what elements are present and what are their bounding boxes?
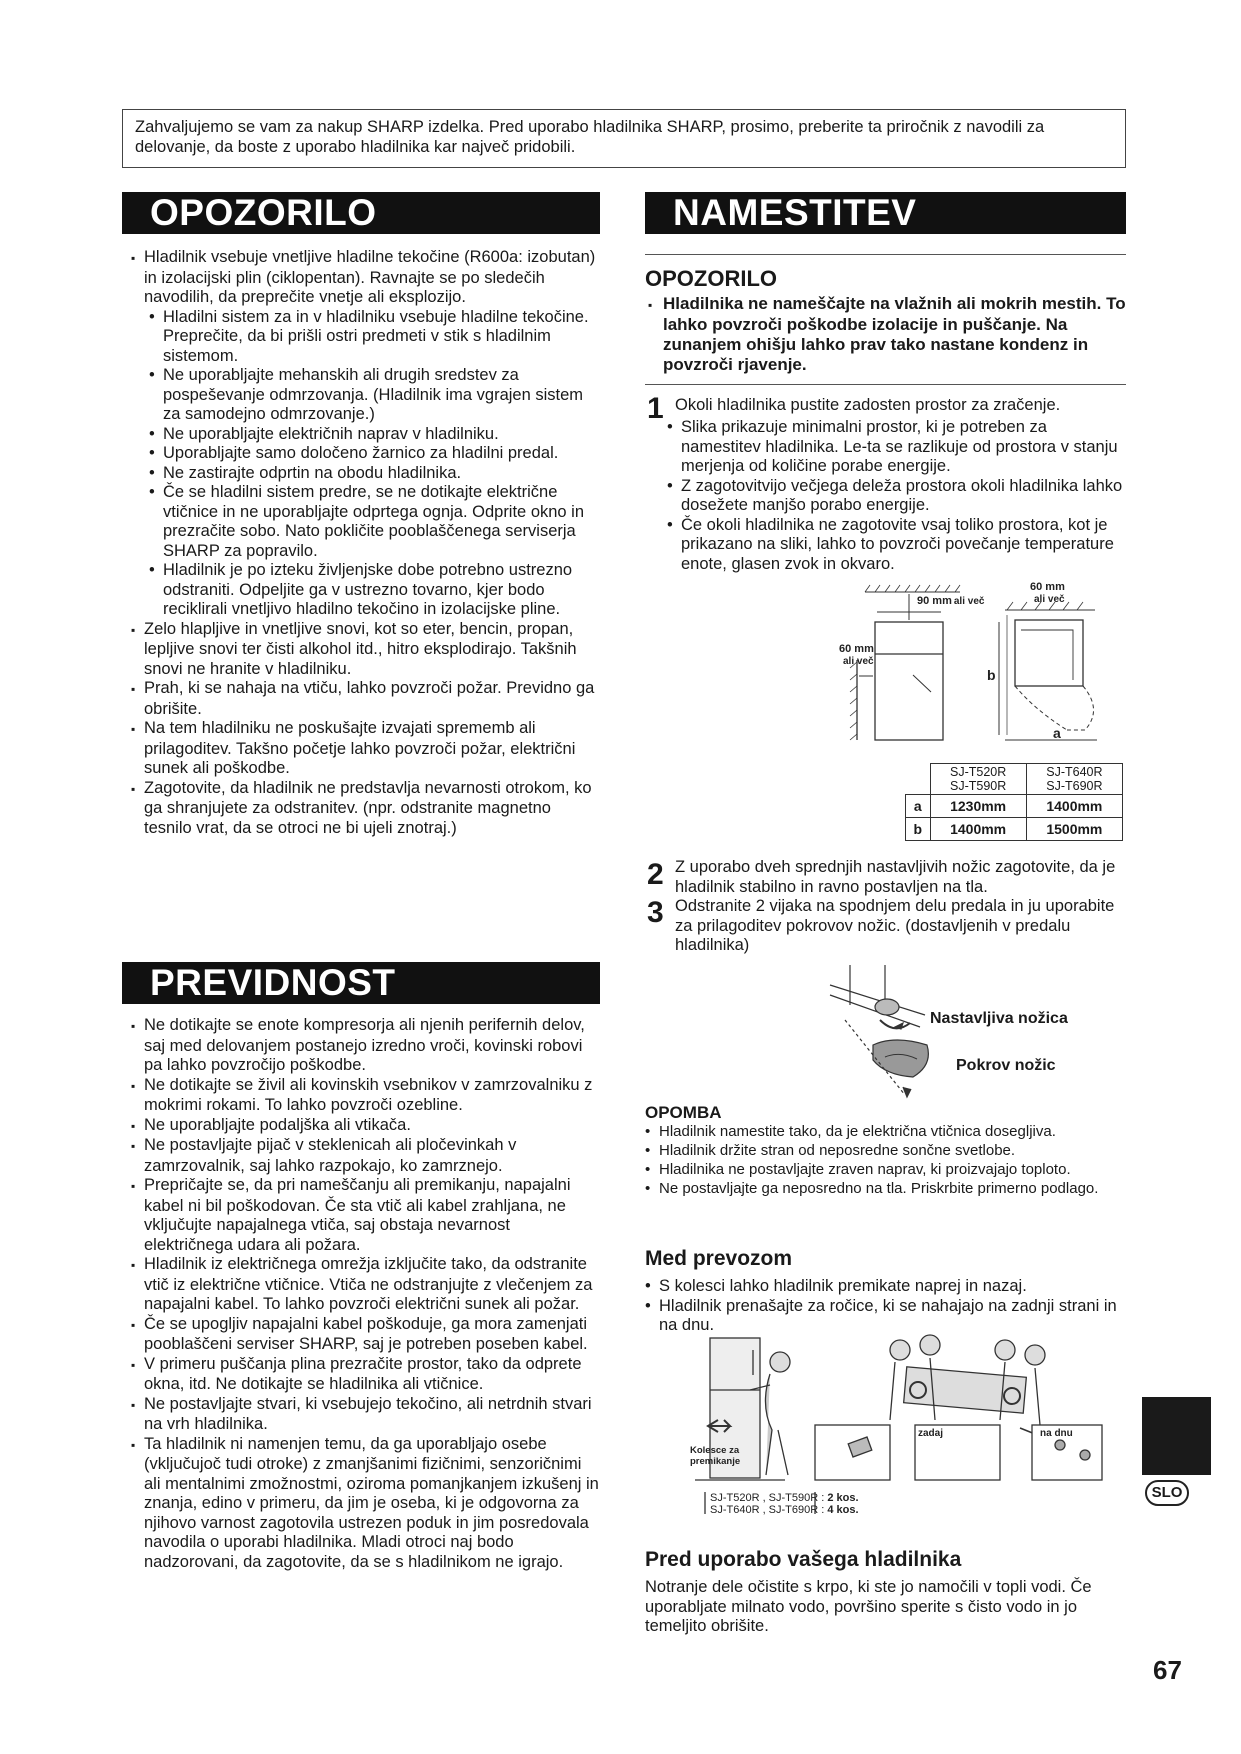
wheels-label-2: premikanje <box>690 1456 741 1467</box>
table-cell: b <box>906 818 931 841</box>
side-clearance-label: 60 mm <box>839 643 874 655</box>
list-item: ▪ Prah, ki se nahaja na vtiču, lahko povzroči požar. Previdno ga obrišite. <box>131 679 601 719</box>
intro-box <box>122 109 1126 168</box>
wheels-line-1: SJ-T520R , SJ-T590R : 2 kos. <box>710 1492 859 1504</box>
transport-illustration <box>690 1330 1118 1520</box>
note-title: OPOMBA <box>645 1103 722 1122</box>
before-use-title: Pred uporabo vašega hladilnika <box>645 1548 962 1571</box>
step-number: 2 <box>647 858 664 891</box>
dimension-a-label: a <box>1053 725 1061 741</box>
right-clearance-suffix: ali več <box>1034 594 1065 605</box>
transport-list <box>645 1277 1125 1336</box>
list-item: ▪ Ne postavljajte pijač v steklenicah ali pločevinkah v zamrzovalnik, saj lahko razpokajo, ko zamrznejo. <box>131 1136 601 1176</box>
bottom-label: na dnu <box>1040 1428 1073 1439</box>
step-3-text: Odstranite 2 vijaka na spodnjem delu predala in ju uporabite za prilagoditev pokrovov nožic. (dostavljenih v predalu hladilnika) <box>675 897 1115 954</box>
install-warning-text: ▪ Hladilnika ne nameščajte na vlažnih ali mokrih mestih. To lahko povzroči poškodbe izolacije in puščanje. Na zunanjem ohišju lahko prav tako nastane kondenz in povzroči rjavenje. <box>648 294 1126 374</box>
divider <box>645 384 1126 385</box>
list-item: ▪ Na tem hladilniku ne poskušajte izvajati sprememb ali prilagoditev. Takšno početje lahko povzroči požar, električni sunek ali poškodbe. <box>131 719 601 779</box>
wheels-line-2: SJ-T640R , SJ-T690R : 4 kos. <box>710 1504 859 1516</box>
table-header-cell: SJ-T640R SJ-T690R <box>1026 764 1122 795</box>
list-item: ▪ Hladilnik vsebuje vnetljive hladilne tekočine (R600a: izobutan) in izolacijski plin (ciklopentan). Ravnajte se po sledečih navodilih, da preprečite vnetje ali eksplozijo. <box>131 248 601 308</box>
list-item: • Hladilni sistem za in v hladilniku vsebuje hladilne tekočine. Preprečite, da bi prišli ostri predmeti v stik s hladilnim sistemom. <box>131 308 601 367</box>
caution-heading-bar <box>122 962 600 1004</box>
list-item: • Hladilnik držite stran od neposredne sončne svetlobe. <box>645 1141 1130 1160</box>
list-item: • Če se hladilni sistem predre, se ne dotikajte električne vtičnice in ne uporabljajte odprtega ognja. Odprite okno in prezračite sobo. Nato pokličite pooblaščenega serviserja SHARP za popravilo. <box>131 483 601 561</box>
intro-text: Zahvaljujemo se vam za nakup SHARP izdelka. Pred uporabo hladilnika SHARP, prosimo, preberite ta priročnik z navodili za delovanje, da boste z uporabo hladilnika kar največ pridobili. <box>135 118 1045 156</box>
side-clearance-suffix: ali več <box>843 656 874 667</box>
list-item: • Ne postavljajte ga neposredno na tla. Priskrbite primerno podlago. <box>645 1179 1130 1198</box>
list-item: • Hladilnik je po izteku življenjske dobe potrebno ustrezno odstraniti. Odpeljite ga v ustrezno tovarno, kjer bodo reciklirali vnetljivo hladilno tekočino in izolacijske pline. <box>131 561 601 620</box>
list-item: ▪ Hladilnik iz električnega omrežja izključite tako, da odstranite vtič iz električne vtičnice. Vtiča ne odstranjujte z vlečenjem za napajalni kabel. To lahko povzroči električni sunek ali požar. <box>131 1255 601 1315</box>
adjustable-foot-label: Nastavljiva nožica <box>930 1010 1068 1027</box>
dimension-b-label: b <box>987 667 996 683</box>
table-row <box>906 795 1123 818</box>
caution-list <box>131 1016 601 1572</box>
list-item: • Ne uporabljajte električnih naprav v hladilniku. <box>131 425 601 445</box>
table-row <box>906 818 1123 841</box>
table-cell: 1500mm <box>1026 818 1122 841</box>
install-heading-bar <box>645 192 1126 234</box>
table-cell: 1230mm <box>930 795 1026 818</box>
step-2-text: Z uporabo dveh sprednjih nastavljivih nožic zagotovite, da je hladilnik stabilno in ravno postavljen na tla. <box>675 858 1116 896</box>
list-item: • Hladilnik prenašajte za ročice, ki se nahajajo na zadnji strani in na dnu. <box>645 1297 1125 1336</box>
list-item: • Hladilnika ne postavljajte zraven naprav, ki proizvajajo toploto. <box>645 1160 1130 1179</box>
note-list <box>645 1122 1130 1198</box>
adjustable-foot-illustration <box>825 965 935 1100</box>
step-number: 1 <box>647 392 664 425</box>
list-item: ▪ Če se upogljiv napajalni kabel poškoduje, ga mora zamenjati pooblaščeni serviser SHARP, saj je potreben poseben kabel. <box>131 1315 601 1355</box>
list-item: • Slika prikazuje minimalni prostor, ki je potreben za namestitev hladilnika. Le-ta se razlikuje od prostora v stanju merjenja od količine porabe energije. <box>667 418 1127 477</box>
transport-title: Med prevozom <box>645 1247 793 1270</box>
warning-heading-bar <box>122 192 600 234</box>
right-clearance-label: 60 mm <box>1030 581 1065 593</box>
install-warning-title: OPOZORILO <box>645 266 777 291</box>
warning-title: OPOZORILO <box>150 192 377 233</box>
list-item: ▪ Ne dotikajte se živil ali kovinskih vsebnikov v zamrzovalniku z mokrimi rokami. To lahko povzroči ozebline. <box>131 1076 601 1116</box>
table-row <box>906 764 1123 795</box>
list-item: ▪ V primeru puščanja plina prezračite prostor, tako da odprete okna, itd. Ne dotikajte se hladilnika ali vtičnice. <box>131 1355 601 1395</box>
list-item: • Uporabljajte samo določeno žarnico za hladilni predal. <box>131 444 601 464</box>
list-item: • Ne zastirajte odprtin na obodu hladilnika. <box>131 464 601 484</box>
step-1-bullets <box>667 418 1127 574</box>
table-cell: a <box>906 795 931 818</box>
install-title: NAMESTITEV <box>673 192 917 233</box>
step-number: 3 <box>647 896 664 929</box>
table-header-cell: SJ-T520R SJ-T590R <box>930 764 1026 795</box>
list-item: ▪ Ta hladilnik ni namenjen temu, da ga uporabljajo osebe (vključujoč tudi otroke) z zmanjšanimi fizičnimi, senzoričnimi ali mentalnimi zmožnostmi, oziroma pomanjkanjem izkušenj in znanja, edino v primeru, da jim je oseba, ki je odgovorna za njihovo varnost zagotovila ustrezen poduk in jim posredovala navodila o uporabi hladilnika. Mladi otroci naj bodo nadzorovani, da zagotovite, da se s hladilnikom ne igrajo. <box>131 1435 601 1573</box>
list-item: • Z zagotovitvijo večjega deleža prostora okoli hladilnika lahko dosežete manjšo porabo energije. <box>667 477 1127 516</box>
list-item: • Ne uporabljajte mehanskih ali drugih sredstev za pospeševanje odmrzovanja. (Hladilnik ima vgrajen sistem za samodejno odmrzovanje.) <box>131 366 601 425</box>
clearance-diagram <box>835 580 1125 750</box>
list-item: • S kolesci lahko hladilnik premikate naprej in nazaj. <box>645 1277 1125 1297</box>
list-item: • Hladilnik namestite tako, da je električna vtičnica dosegljiva. <box>645 1122 1130 1141</box>
list-item: ▪ Ne uporabljajte podaljška ali vtikača. <box>131 1116 601 1137</box>
back-label: zadaj <box>918 1428 944 1439</box>
divider <box>645 254 1126 255</box>
list-item: ▪ Ne dotikajte se enote kompresorja ali njenih perifernih delov, saj med delovanjem postanejo izredno vroči, kovinski robovi pa lahko povzročijo poškodbe. <box>131 1016 601 1076</box>
language-tab <box>1142 1397 1211 1475</box>
caution-title: PREVIDNOST <box>150 962 396 1003</box>
list-item: ▪ Zagotovite, da hladilnik ne predstavlja nevarnosti otrokom, ko ga shranjujete za odstranitev. (npr. odstranite magnetno tesnilo vrat, da se otroci ne bi ujeli znotraj.) <box>131 779 601 839</box>
warning-list <box>131 248 601 838</box>
language-badge: SLO <box>1145 1480 1189 1506</box>
list-item: • Če okoli hladilnika ne zagotovite vsaj toliko prostora, kot je prikazano na sliki, lahko to povzroči povečanje temperature enote, glasen zvok in okvaro. <box>667 516 1127 575</box>
before-use-text: Notranje dele očistite s krpo, ki ste jo namočili v topli vodi. Če uporabljate milnato vodo, površino sperite s čisto vodo in jo temeljito obrišite. <box>645 1578 1092 1635</box>
dimensions-table <box>905 763 1123 841</box>
step-1-text: Okoli hladilnika pustite zadosten prostor za zračenje. <box>675 396 1061 414</box>
list-item: ▪ Zelo hlapljive in vnetljive snovi, kot so eter, bencin, propan, lepljive snovi ter čisti alkohol itd., hitro eksplodirajo. Takšnih snovi ne hranite v hladilniku. <box>131 620 601 680</box>
table-cell: 1400mm <box>1026 795 1122 818</box>
list-item: ▪ Prepričajte se, da pri nameščanju ali premikanju, napajalni kabel ni bil poškodovan. Če sta vtič ali kabel zrahljana, ne vključujte napajalnega vtiča, saj obstaja nevarnost električnega udara ali požara. <box>131 1176 601 1255</box>
foot-cover-label: Pokrov nožic <box>956 1057 1056 1074</box>
top-view-fridge <box>999 602 1097 740</box>
wheels-label-1: Kolesce za <box>690 1445 740 1456</box>
list-item: ▪ Ne postavljajte stvari, ki vsebujejo tekočino, ali netrdnih stvari na vrh hladilnika. <box>131 1395 601 1435</box>
page-number: 67 <box>1153 1655 1182 1685</box>
top-clearance-label: 90 mm ali več <box>917 595 985 607</box>
table-cell: 1400mm <box>930 818 1026 841</box>
